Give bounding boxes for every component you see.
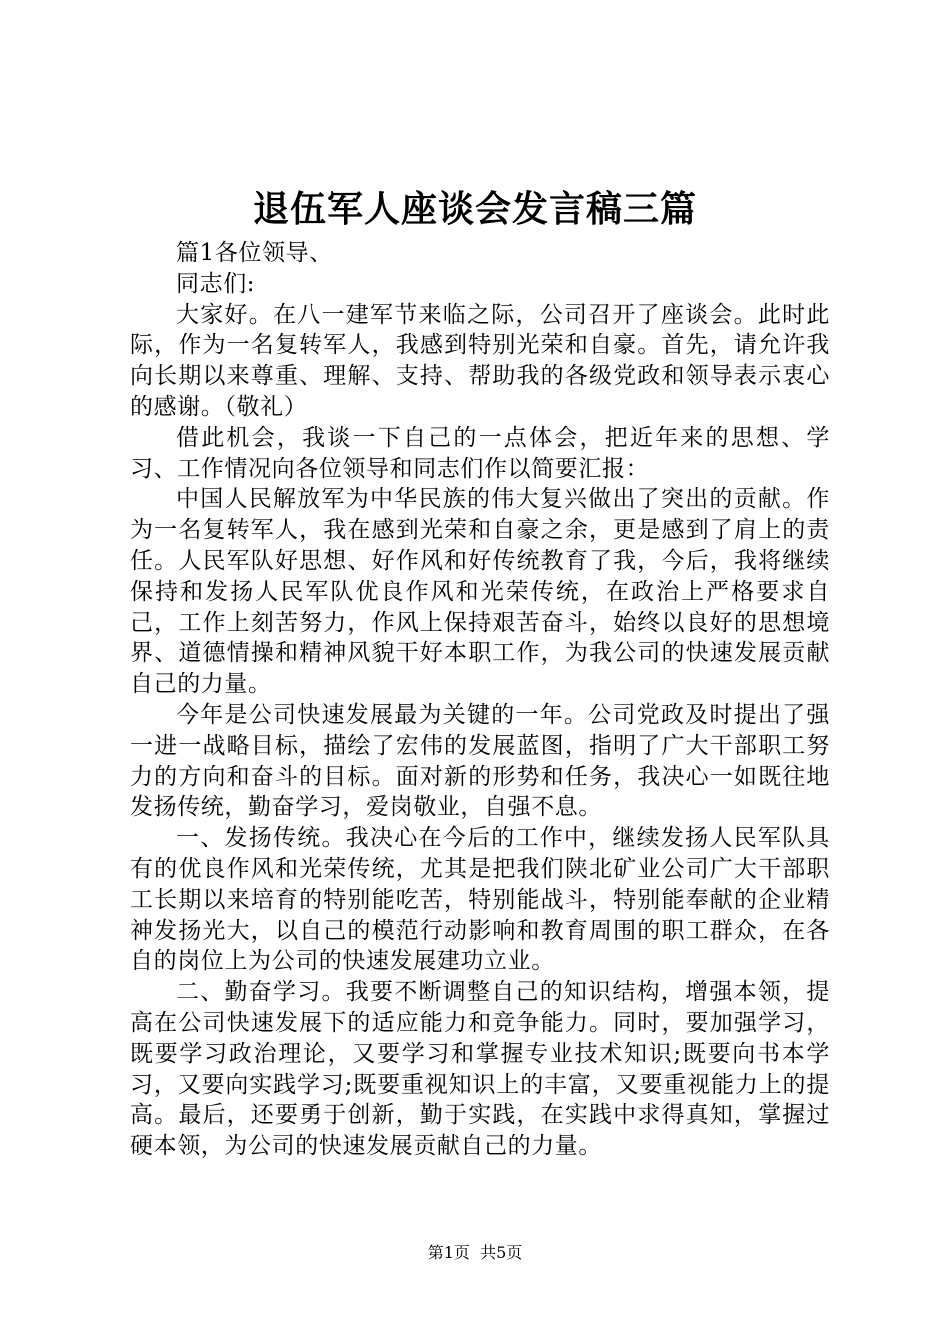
paragraph-pla-contribution: 中国人民解放军为中华民族的伟大复兴做出了突出的贡献。作为一名复转军人，我在感到光荣和自豪之余，更是感到了肩上的责任。人民军队好思想、好作风和好传统教育了我，今后，我将继续保持和发扬人民军队优良作风和光荣传统，在政治上严格要求自己，工作上刻苦努力，作风上保持艰苦奋斗，始终以良好的思想境界、道德情操和精神风貌干好本职工作，为我公司的快速发展贡献自己的力量。 xyxy=(130,486,830,698)
paragraph-salutation-1: 篇1各位领导、 xyxy=(176,240,333,266)
paragraph-opening: 大家好。在八一建军节来临之际，公司召开了座谈会。此时此际，作为一名复转军人，我感到特别光荣和自豪。首先，请允许我向长期以来尊重、理解、支持、帮助我的各级党政和领导表示衷心的感谢。（敬礼） xyxy=(130,301,830,420)
paragraph-company-year: 今年是公司快速发展最为关键的一年。公司党政及时提出了强一进一战略目标，描绘了宏伟的发展蓝图，指明了广大干部职工努力的方向和奋斗的目标。面对新的形势和任务，我决心一如既往地发扬传统，勤奋学习，爱岗敬业，自强不息。 xyxy=(130,701,830,821)
page-number: 第1页 xyxy=(427,1243,470,1262)
paragraph-salutation-2: 同志们: xyxy=(176,270,256,297)
document-title: 退伍军人座谈会发言稿三篇 xyxy=(252,188,697,230)
page-total: 共5页 xyxy=(480,1243,523,1262)
paragraph-point-two: 二、勤奋学习。我要不断调整自己的知识结构，增强本领，提高在公司快速发展下的适应能力和竞争能力。同时，要加强学习，既要学习政治理论，又要学习和掌握专业技术知识;既要向书本学习，又要向实践学习;既要重视知识上的丰富，又要重视能力上的提高。最后，还要勇于创新，勤于实践，在实践中求得真知，掌握过硬本领，为公司的快速发展贡献自己的力量。 xyxy=(130,979,830,1160)
paragraph-intro: 借此机会，我谈一下自己的一点体会，把近年来的思想、学习、工作情况向各位领导和同志们作以简要汇报： xyxy=(130,424,830,482)
page-footer xyxy=(0,1243,950,1263)
document-body xyxy=(130,238,830,1162)
paragraph-point-one: 一、发扬传统。我决心在今后的工作中，继续发扬人民军队具有的优良作风和光荣传统，尤其是把我们陕北矿业公司广大干部职工长期以来培育的特别能吃苦，特别能战斗，特别能奉献的企业精神发扬光大，以自己的模范行动影响和教育周围的职工群众，在各自的岗位上为公司的快速发展建功立业。 xyxy=(130,825,830,975)
